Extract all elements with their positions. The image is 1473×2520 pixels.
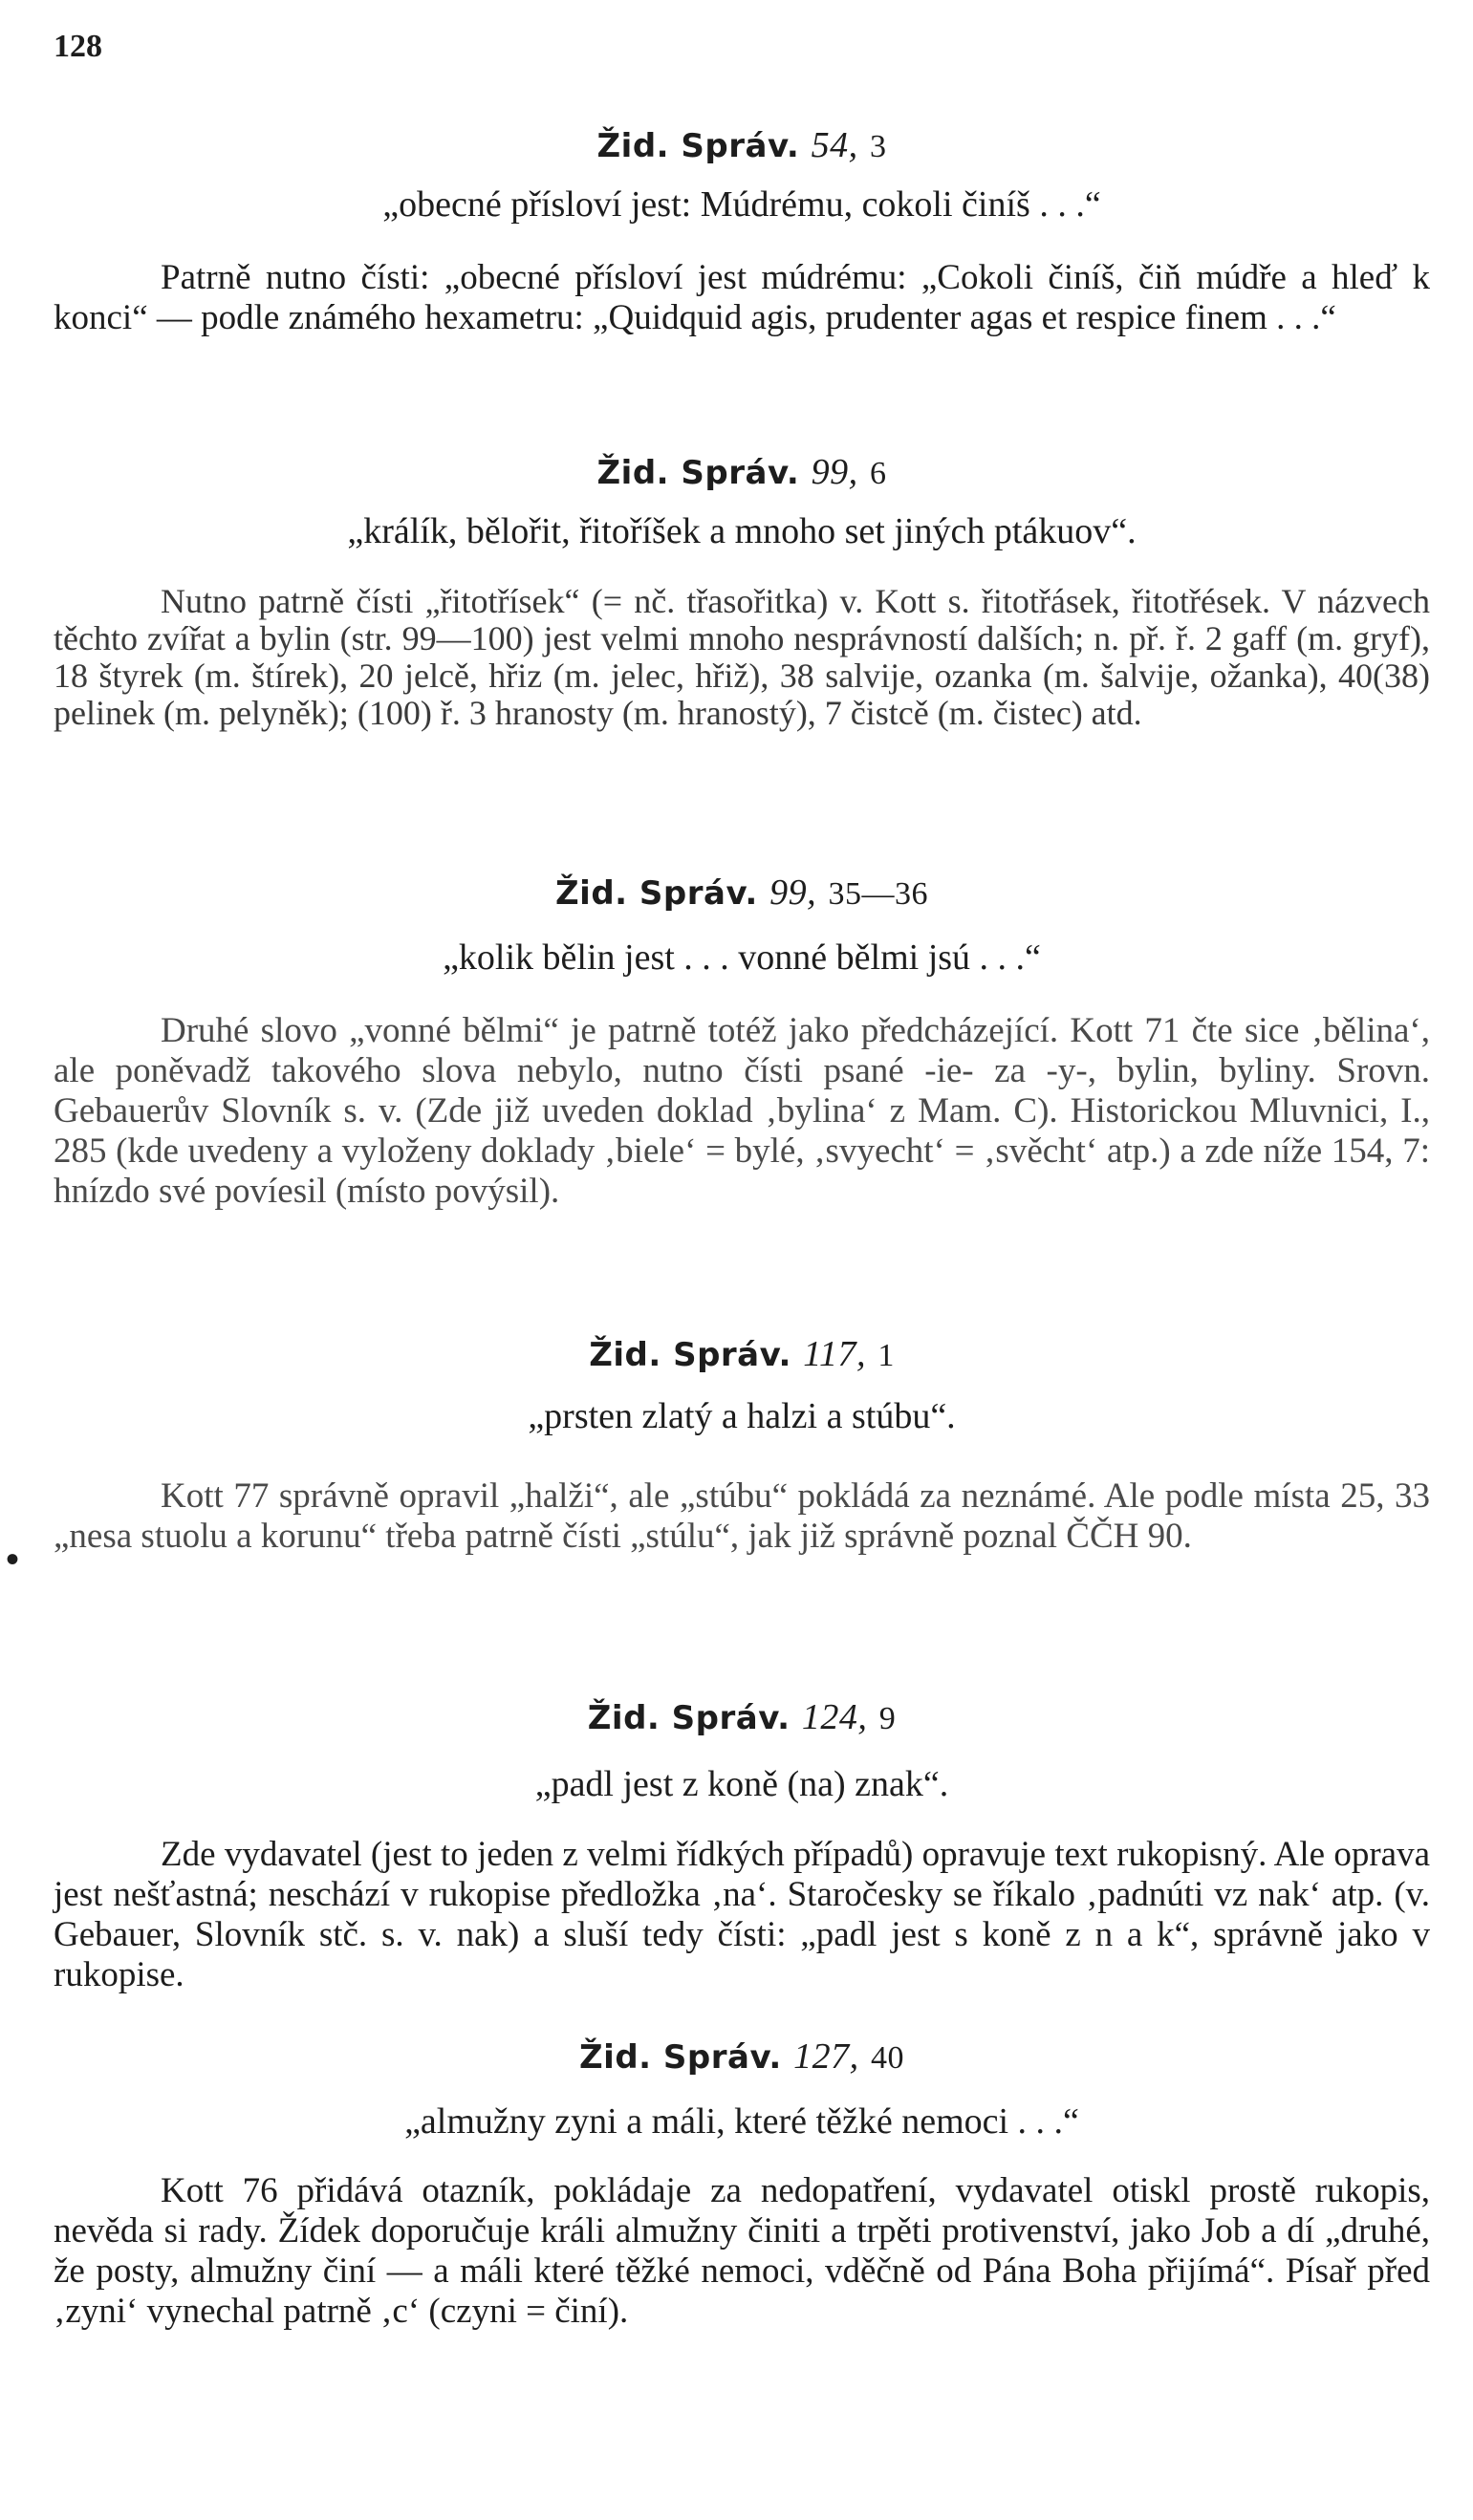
heading-ref: 99, — [811, 452, 858, 492]
page-number: 128 — [54, 29, 102, 64]
entry-heading — [54, 124, 1430, 166]
margin-mark: • — [6, 1538, 20, 1581]
heading-label: Žid. Správ. — [579, 2038, 782, 2077]
entry-heading — [54, 451, 1430, 493]
entry-body: Kott 77 správně opravil „halži“, ale „stúbu“ pokládá za neznámé. Ale podle místa 25, 33 „nesa stuolu a korunu“ třeba patrně čísti „stúlu“, jak již správně poznal ČČH 90. — [54, 1476, 1430, 1556]
heading-label: Žid. Správ. — [596, 127, 800, 165]
heading-ref: 124, — [801, 1697, 868, 1737]
entry-heading — [54, 2035, 1430, 2078]
entry-body: Nutno patrně čísti „řitotřísek“ (= nč. třasořitka) v. Kott s. řitotřásek, řitotřések. V názvech těchto zvířat a bylin (str. 99—100) jest velmi mnoho nesprávností dalších; n. př. ř. 2 gaff (m. gryf), 18 štyrek (m. štírek), 20 jelcě, hřiz (m. jelec, hřiž), 38 salvije, ozanka (m. šalvije, ožanka), 40(38) pelinek (m. pelyněk); (100) ř. 3 hranosty (m. hranostý), 7 čistcě (m. čistec) atd. — [54, 582, 1430, 732]
heading-line: 3 — [869, 129, 887, 164]
heading-label: Žid. Správ. — [596, 454, 800, 492]
heading-line: 9 — [878, 1701, 897, 1736]
heading-label: Žid. Správ. — [587, 1699, 791, 1737]
entry-quote: „králík, bělořit, řitoříšek a mnoho set jiných ptákuov“. — [347, 511, 1137, 551]
entry-quote: „almužny zyni a máli, které těžké nemoci . . .“ — [404, 2101, 1079, 2142]
entry-quote: „prsten zlatý a halzi a stúbu“. — [528, 1396, 956, 1436]
entry-quote: „obecné přísloví jest: Múdrému, cokoli činíš . . .“ — [382, 184, 1101, 225]
entry-heading — [54, 1333, 1430, 1375]
heading-line: 6 — [869, 456, 887, 491]
heading-line: 35—36 — [828, 876, 928, 912]
heading-line: 1 — [877, 1338, 895, 1373]
heading-ref: 54, — [811, 125, 858, 165]
entry-heading — [54, 1696, 1430, 1738]
entry-body: Patrně nutno čísti: „obecné přísloví jest múdrému: „Cokoli činíš, čiň múdře a hleď k konci“ — podle známého hexametru: „Quidquid agis, prudenter agas et respice finem . . .“ — [54, 258, 1430, 337]
entry-quote: „padl jest z koně (na) znak“. — [534, 1764, 949, 1804]
entry-body: Kott 76 přidává otazník, pokládaje za nedopatření, vydavatel otiskl prostě rukopis, nevěda si rady. Žídek doporučuje králi almužny činiti a trpěti protivenství, jako Job a dí „druhé, že posty, almužny činí — a máli které těžké nemoci, vděčně od Pána Boha přijímá“. Písař před ‚zyni‘ vynechal patrně ‚c‘ (czyni = činí). — [54, 2171, 1430, 2331]
entry-body: Druhé slovo „vonné bělmi“ je patrně totéž jako předcházející. Kott 71 čte sice ‚bělina‘, ale poněvadž takového slova nebylo, nutno čísti psané -ie- za -y-, bylin, byliny. Srovn. Gebauerův Slovník s. v. (Zde již uveden doklad ‚bylina‘ z Mam. C). Historickou Mluvnici, I., 285 (kde uvedeny a vyloženy doklady ‚biele‘ = bylé, ‚svyecht‘ = ‚svěcht‘ atp.) a zde níže 154, 7: hnízdo své povíesil (místo povýsil). — [54, 1011, 1430, 1211]
heading-ref: 127, — [793, 2036, 859, 2077]
entry-heading — [54, 872, 1430, 914]
entry-body: Zde vydavatel (jest to jeden z velmi řídkých případů) opravuje text rukopisný. Ale oprava jest nešťastná; neschází v rukopise předložka ‚na‘. Staročesky se říkalo ‚padnúti vz nak‘ atp. (v. Gebauer, Slovník stč. s. v. nak) a sluší tedy čísti: „padl jest s koně z n a k“, správně jako v rukopise. — [54, 1835, 1430, 1994]
heading-label: Žid. Správ. — [555, 874, 758, 913]
heading-ref: 99, — [769, 872, 817, 913]
heading-label: Žid. Správ. — [589, 1336, 791, 1374]
entry-quote: „kolik bělin jest . . . vonné bělmi jsú . . .“ — [443, 937, 1041, 978]
heading-line: 40 — [870, 2040, 904, 2076]
heading-ref: 117, — [803, 1334, 866, 1374]
